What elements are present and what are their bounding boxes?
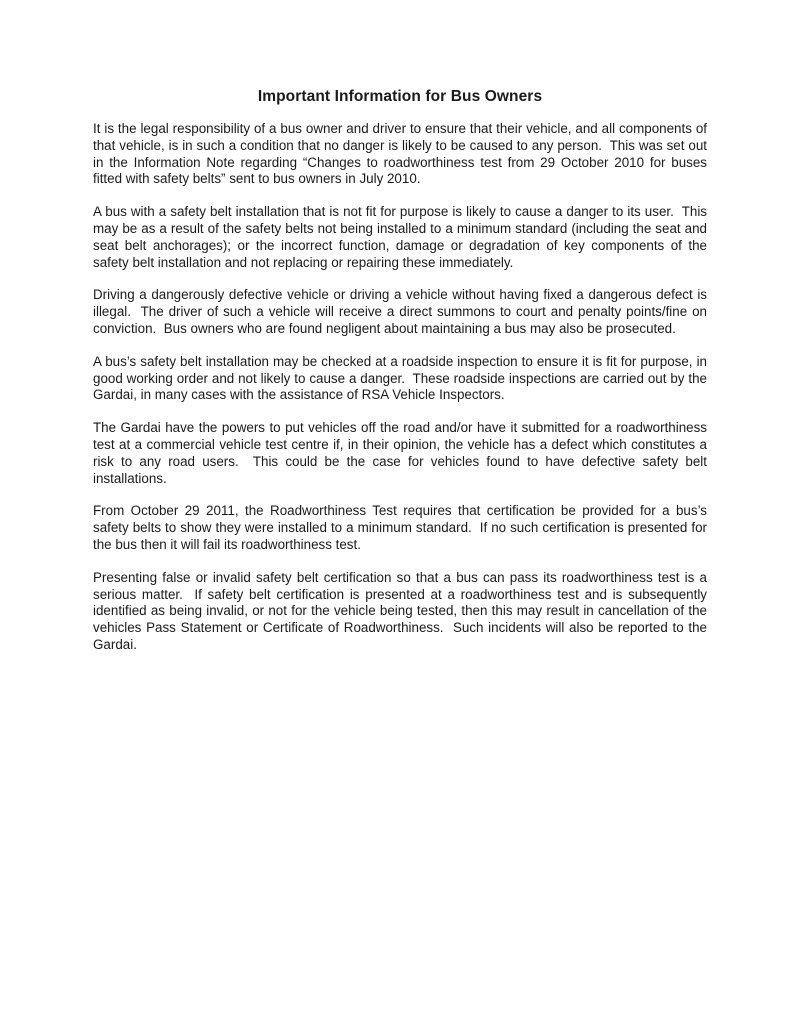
document-title: Important Information for Bus Owners: [257, 88, 543, 105]
paragraph: Driving a dangerously defective vehicle or driving a vehicle without having fixed a dangerous defect is illegal. The driver of such a vehicle will receive a direct summons to court and penalty points/fine on conviction. Bus owners who are found negligent about maintaining a bus may also be prosecuted.: [93, 287, 711, 336]
paragraph: From October 29 2011, the Roadworthiness Test requires that certification be provided for a bus’s safety belts to show they were installed to a minimum standard. If no such certification is presented for the bus then it will fail its roadworthiness test.: [93, 503, 711, 552]
paragraph-list: [93, 121, 711, 654]
paragraph: Presenting false or invalid safety belt certification so that a bus can pass its roadworthiness test is a serious matter. If safety belt certification is presented at a roadworthiness test and is subsequently identified as being invalid, or not for the vehicle being tested, then this may result in cancellation of the vehicles Pass Statement or Certificate of Roadworthiness. Such incidents will also be reported to the Gardai.: [93, 569, 711, 652]
paragraph: The Gardai have the powers to put vehicles off the road and/or have it submitted for a roadworthiness test at a commercial vehicle test centre if, in their opinion, the vehicle has a defect which constitutes a risk to any road users. This could be the case for vehicles found to have defective safety belt installations.: [93, 420, 711, 486]
paragraph: A bus’s safety belt installation may be checked at a roadside inspection to ensure it is fit for purpose, in good working order and not likely to cause a danger. These roadside inspections are carried out by the Gardai, in many cases with the assistance of RSA Vehicle Inspectors.: [93, 353, 711, 403]
paragraph: A bus with a safety belt installation that is not fit for purpose is likely to cause a danger to its user. This may be as a result of the safety belts not being installed to a minimum standard (including the seat and seat belt anchorages); or the incorrect function, damage or degradation of key components of the safety belt installation and not replacing or repairing these immediately.: [93, 204, 711, 270]
paragraph: It is the legal responsibility of a bus owner and driver to ensure that their vehicle, and all components of that vehicle, is in such a condition that no danger is likely to be caused to any person. This was set out in the Information Note regarding “Changes to roadworthiness test from 29 October 2010 for buses fitted with safety belts” sent to bus owners in July 2010.: [93, 121, 711, 187]
